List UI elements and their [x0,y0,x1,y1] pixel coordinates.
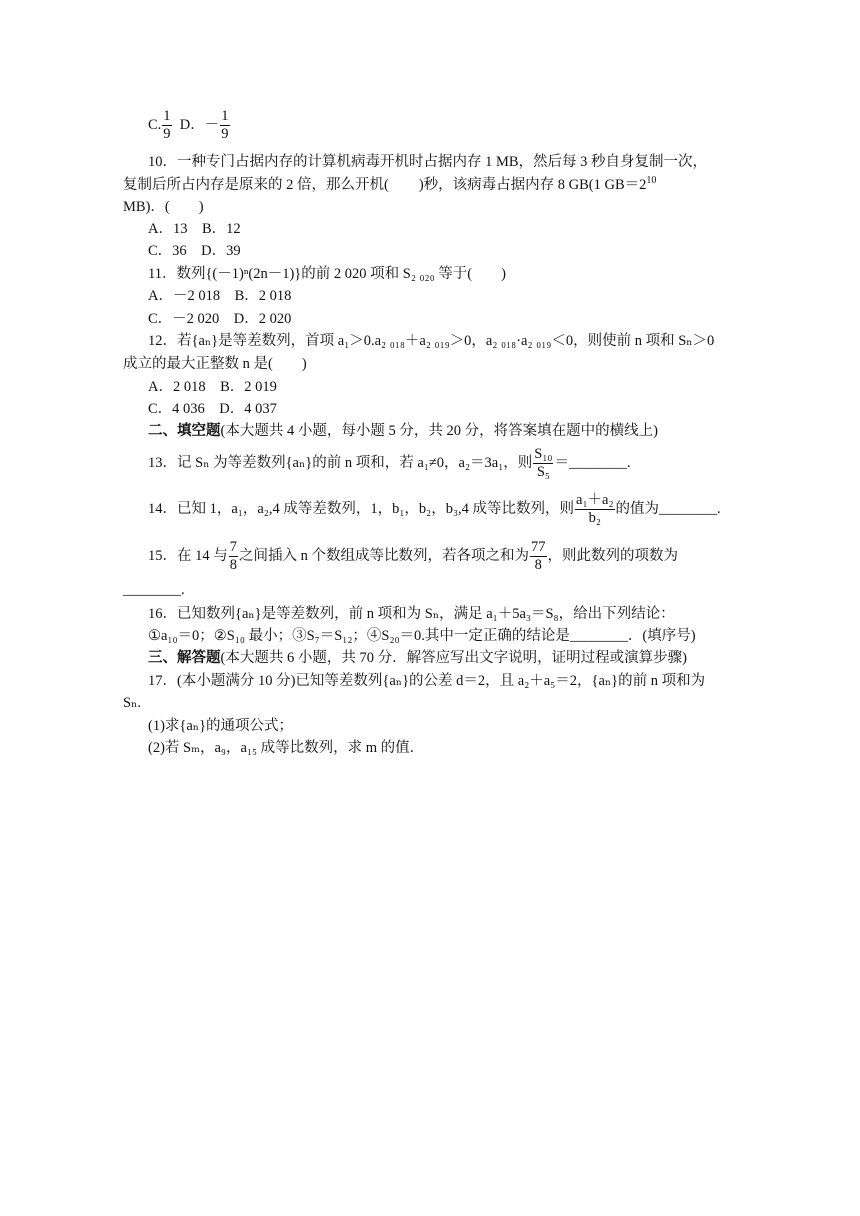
q15-text-b: 之间插入 n 个数组成等比数列，若各项之和为 [239,547,529,564]
fraction-denominator: 9 [163,126,171,142]
q12-line1: 12．若{aₙ}是等差数列，首项 a₁＞0.a₂ ₀₁₈＋a₂ ₀₁₉＞0，a₂ ₀₁₈·a₂ ₀₁₉＜0，则使前 n 项和 Sₙ＞0 [148,333,715,349]
q14 [148,492,721,527]
fraction-numerator: 1 [221,108,229,124]
q11-options-cd: C．－2 020 D．2 020 [148,311,292,327]
q10-options-ab: A．13 B．12 [148,221,241,237]
q14-tail: 的值为________. [615,500,721,517]
q10-line2-a: 复制后所占内存是原来的 2 倍，那么开机( [123,177,389,193]
fraction-denominator: 9 [221,126,229,142]
q14-fraction [575,492,614,527]
q17-part1: (1)求{aₙ}的通项公式； [148,718,294,734]
q10-line2 [123,175,656,195]
q9-option-c-label: C. [148,116,162,133]
q13-fraction [533,446,553,481]
q13 [148,446,631,481]
q12-line2: 成立的最大正整数 n 是( ) [123,356,307,372]
fraction-denominator: 8 [229,557,237,573]
q15-fraction-1 [229,539,238,574]
fraction-numerator: 1 [163,108,171,124]
section2-desc: (本大题共 4 小题，每小题 5 分，共 20 分，将答案填在题中的横线上) [220,423,658,439]
fraction-numerator: S₁₀ [534,446,553,462]
q15-text-a: 15．在 14 与 [148,547,228,564]
q16-line2: ①a₁₀＝0；②S₁₀ 最小；③S₇＝S₁₂；④S₂₀＝0.其中一定正确的结论是________．(填序号) [148,628,696,644]
q12-options-ab: A．2 018 B．2 019 [148,379,277,395]
fraction-numerator: 7 [229,539,237,555]
q10-line2-b: )秒，该病毒占据内存 8 GB(1 GB＝2 [418,177,647,193]
q10-line3: MB)．( ) [123,199,204,215]
q11-options-ab: A．－2 018 B．2 018 [148,288,292,304]
fraction-numerator: 77 [531,539,546,555]
q11-stem: 11．数列{(－1)ⁿ(2n－1)}的前 2 020 项和 S₂ ₀₂₀ 等于( ) [148,266,506,282]
q15-fraction-2 [530,539,547,574]
q10-exponent: 10 [646,175,657,186]
section3-title: 三、解答题 [148,650,221,666]
q9-option-d-label: D．－ [179,116,220,133]
fraction-denominator: 8 [534,557,542,573]
q14-text: 14．已知 1，a₁，a₂,4 成等差数列，1，b₁，b₂，b₃,4 成等比数列，则 [148,500,575,517]
q15-line2: ________. [123,582,185,598]
q17-line2: Sₙ. [123,695,141,711]
section3-desc: (本大题共 6 小题，共 70 分．解答应写出文字说明，证明过程或演算步骤) [220,650,687,666]
fraction-numerator: a₁＋a₂ [576,492,614,508]
section2-heading [148,421,658,441]
section3-heading [148,648,687,668]
q17-line1: 17．(本小题满分 10 分)已知等差数列{aₙ}的公差 d＝2，且 a₂＋a₅＝2，{aₙ}的前 n 项和为 [148,673,706,689]
q15-text-c: ，则此数列的项数为 [547,547,678,564]
section2-title: 二、填空题 [148,423,221,439]
q13-tail: ＝________. [554,454,631,471]
q10-options-cd: C．36 D．39 [148,243,241,259]
fraction-denominator: b₂ [588,510,601,526]
fraction-denominator: S₅ [536,464,550,480]
q17-part2: (2)若 Sₘ，a₉，a₁₅ 成等比数列，求 m 的值． [148,740,425,756]
q9-options [148,108,231,143]
q13-text: 13．记 Sₙ 为等差数列{aₙ}的前 n 项和，若 a₁≠0，a₂＝3a₁，则 [148,454,533,471]
q10-line1: 10．一种专门占据内存的计算机病毒开机时占据内存 1 MB，然后每 3 秒自身复制一次， [148,154,708,170]
q12-options-cd: C．4 036 D．4 037 [148,401,277,417]
q9-option-c-fraction [162,108,171,143]
q15-line1 [148,539,678,574]
q9-option-d-fraction [220,108,229,143]
q16-line1: 16．已知数列{aₙ}是等差数列，前 n 项和为 Sₙ，满足 a₁＋5a₃＝S₈，给出下列结论： [148,606,675,622]
